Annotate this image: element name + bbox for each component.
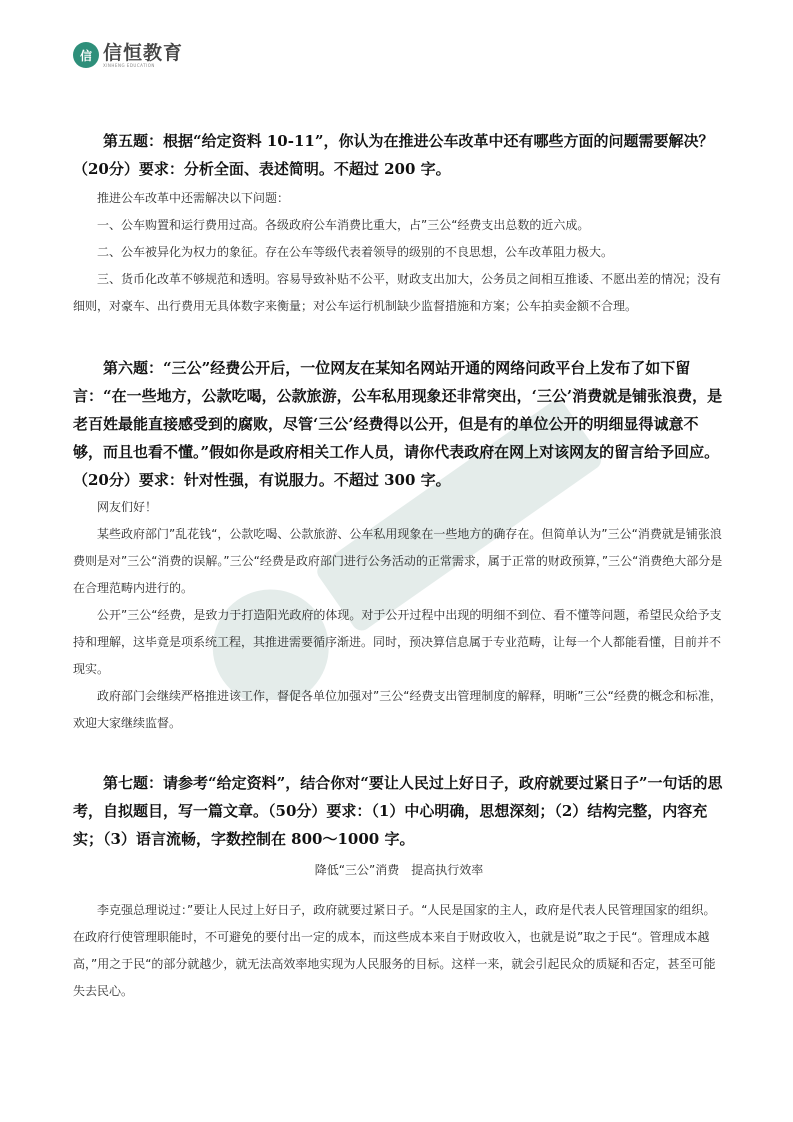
essay-paragraph-1: 李克强总理说过：”要让人民过上好日子，政府就要过紧日子。“人民是国家的主人，政府是代表人民管理国家的组织。在政府行使管理职能时，不可避免的要付出一定的成本，而这些成本来自于财政收入，也就是说”取之于民“。管理成本越高，”用之于民“的部分就越少，就无法高效率地实现为人民服务的目标。这样一来，就会引起民众的质疑和否定，甚至可能失去民心。 [73,903,716,998]
brand-subtitle: XINHENG EDUCATION [103,62,155,68]
question-5-section [73,127,725,320]
logo-mark-icon: 信 [73,42,99,68]
answer-6-greeting: 网友们好！ [97,500,158,514]
answer-5-intro: 推进公车改革中还需解决以下问题： [97,191,290,205]
answer-6-paragraph-1: 某些政府部门”乱花钱“，公款吃喝、公款旅游、公车私用现象在一些地方的确存在。但简单认为”三公“消费就是铺张浪费则是对”三公“消费的误解。”三公“经费是政府部门进行公务活动的正常需求，属于正常的财政预算，”三公“消费绝大部分是在合理范畴内进行的。 [73,527,723,595]
question-7-prompt: 第七题：请参考“给定资料”，结合你对“要让人民过上好日子，政府就要过紧日子”一句话的思考，自拟题目，写一篇文章。（50分）要求：（1）中心明确，思想深刻；（2）结构完整，内容充实；（3）语言流畅，字数控制在 800～1000 字。 [73,774,723,848]
brand-name: 信恒教育 [103,41,184,64]
question-5-prompt: 第五题：根据“给定资料 10-11”，你认为在推进公车改革中还有哪些方面的问题需要解决？（20分）要求：分析全面、表述简明。不超过 200 字。 [73,132,714,178]
document-body [73,127,725,1005]
answer-5-point-2: 二、公车被异化为权力的象征。存在公车等级代表着领导的级别的不良思想，公车改革阻力极大。 [97,245,614,259]
essay-title: 降低“三公”消费 提高执行效率 [314,863,484,877]
question-6-section [73,354,725,737]
answer-6-paragraph-2: 公开”三公“经费，是致力于打造阳光政府的体现。对于公开过程中出现的明细不到位、看不懂等问题，希望民众给予支持和理解，这毕竟是项系统工程，其推进需要循序渐进。同时，预决算信息属于专业范畴，让每一个人都能看懂，目前并不现实。 [73,608,722,676]
answer-5-point-1: 一、公车购置和运行费用过高。各级政府公车消费比重大，占”三公“经费支出总数的近六成。 [97,218,590,232]
question-6-prompt: 第六题：“三公”经费公开后，一位网友在某知名网站开通的网络问政平台上发布了如下留言：“在一些地方，公款吃喝，公款旅游，公车私用现象还非常突出，‘三公’消费就是铺张浪费，是老百姓最能直接感受到的腐败，尽管‘三公’经费得以公开，但是有的单位公开的明细显得诚意不够，而且也看不懂。”假如你是政府相关工作人员，请你代表政府在网上对该网友的留言给予回应。（20分）要求：针对性强，有说服力。不超过 300 字。 [73,359,723,489]
question-7-section [73,769,725,1005]
answer-6-paragraph-3: 政府部门会继续严格推进该工作，督促各单位加强对”三公“经费支出管理制度的解释，明晰”三公“经费的概念和标准，欢迎大家继续监督。 [73,689,722,730]
answer-5-point-3: 三、货币化改革不够规范和透明。容易导致补贴不公平，财政支出加大，公务员之间相互推诿、不愿出差的情况；没有细则，对豪车、出行费用无具体数字来衡量；对公车运行机制缺少监督措施和方案；公车拍卖金额不合理。 [73,272,722,313]
brand-logo [73,40,183,70]
